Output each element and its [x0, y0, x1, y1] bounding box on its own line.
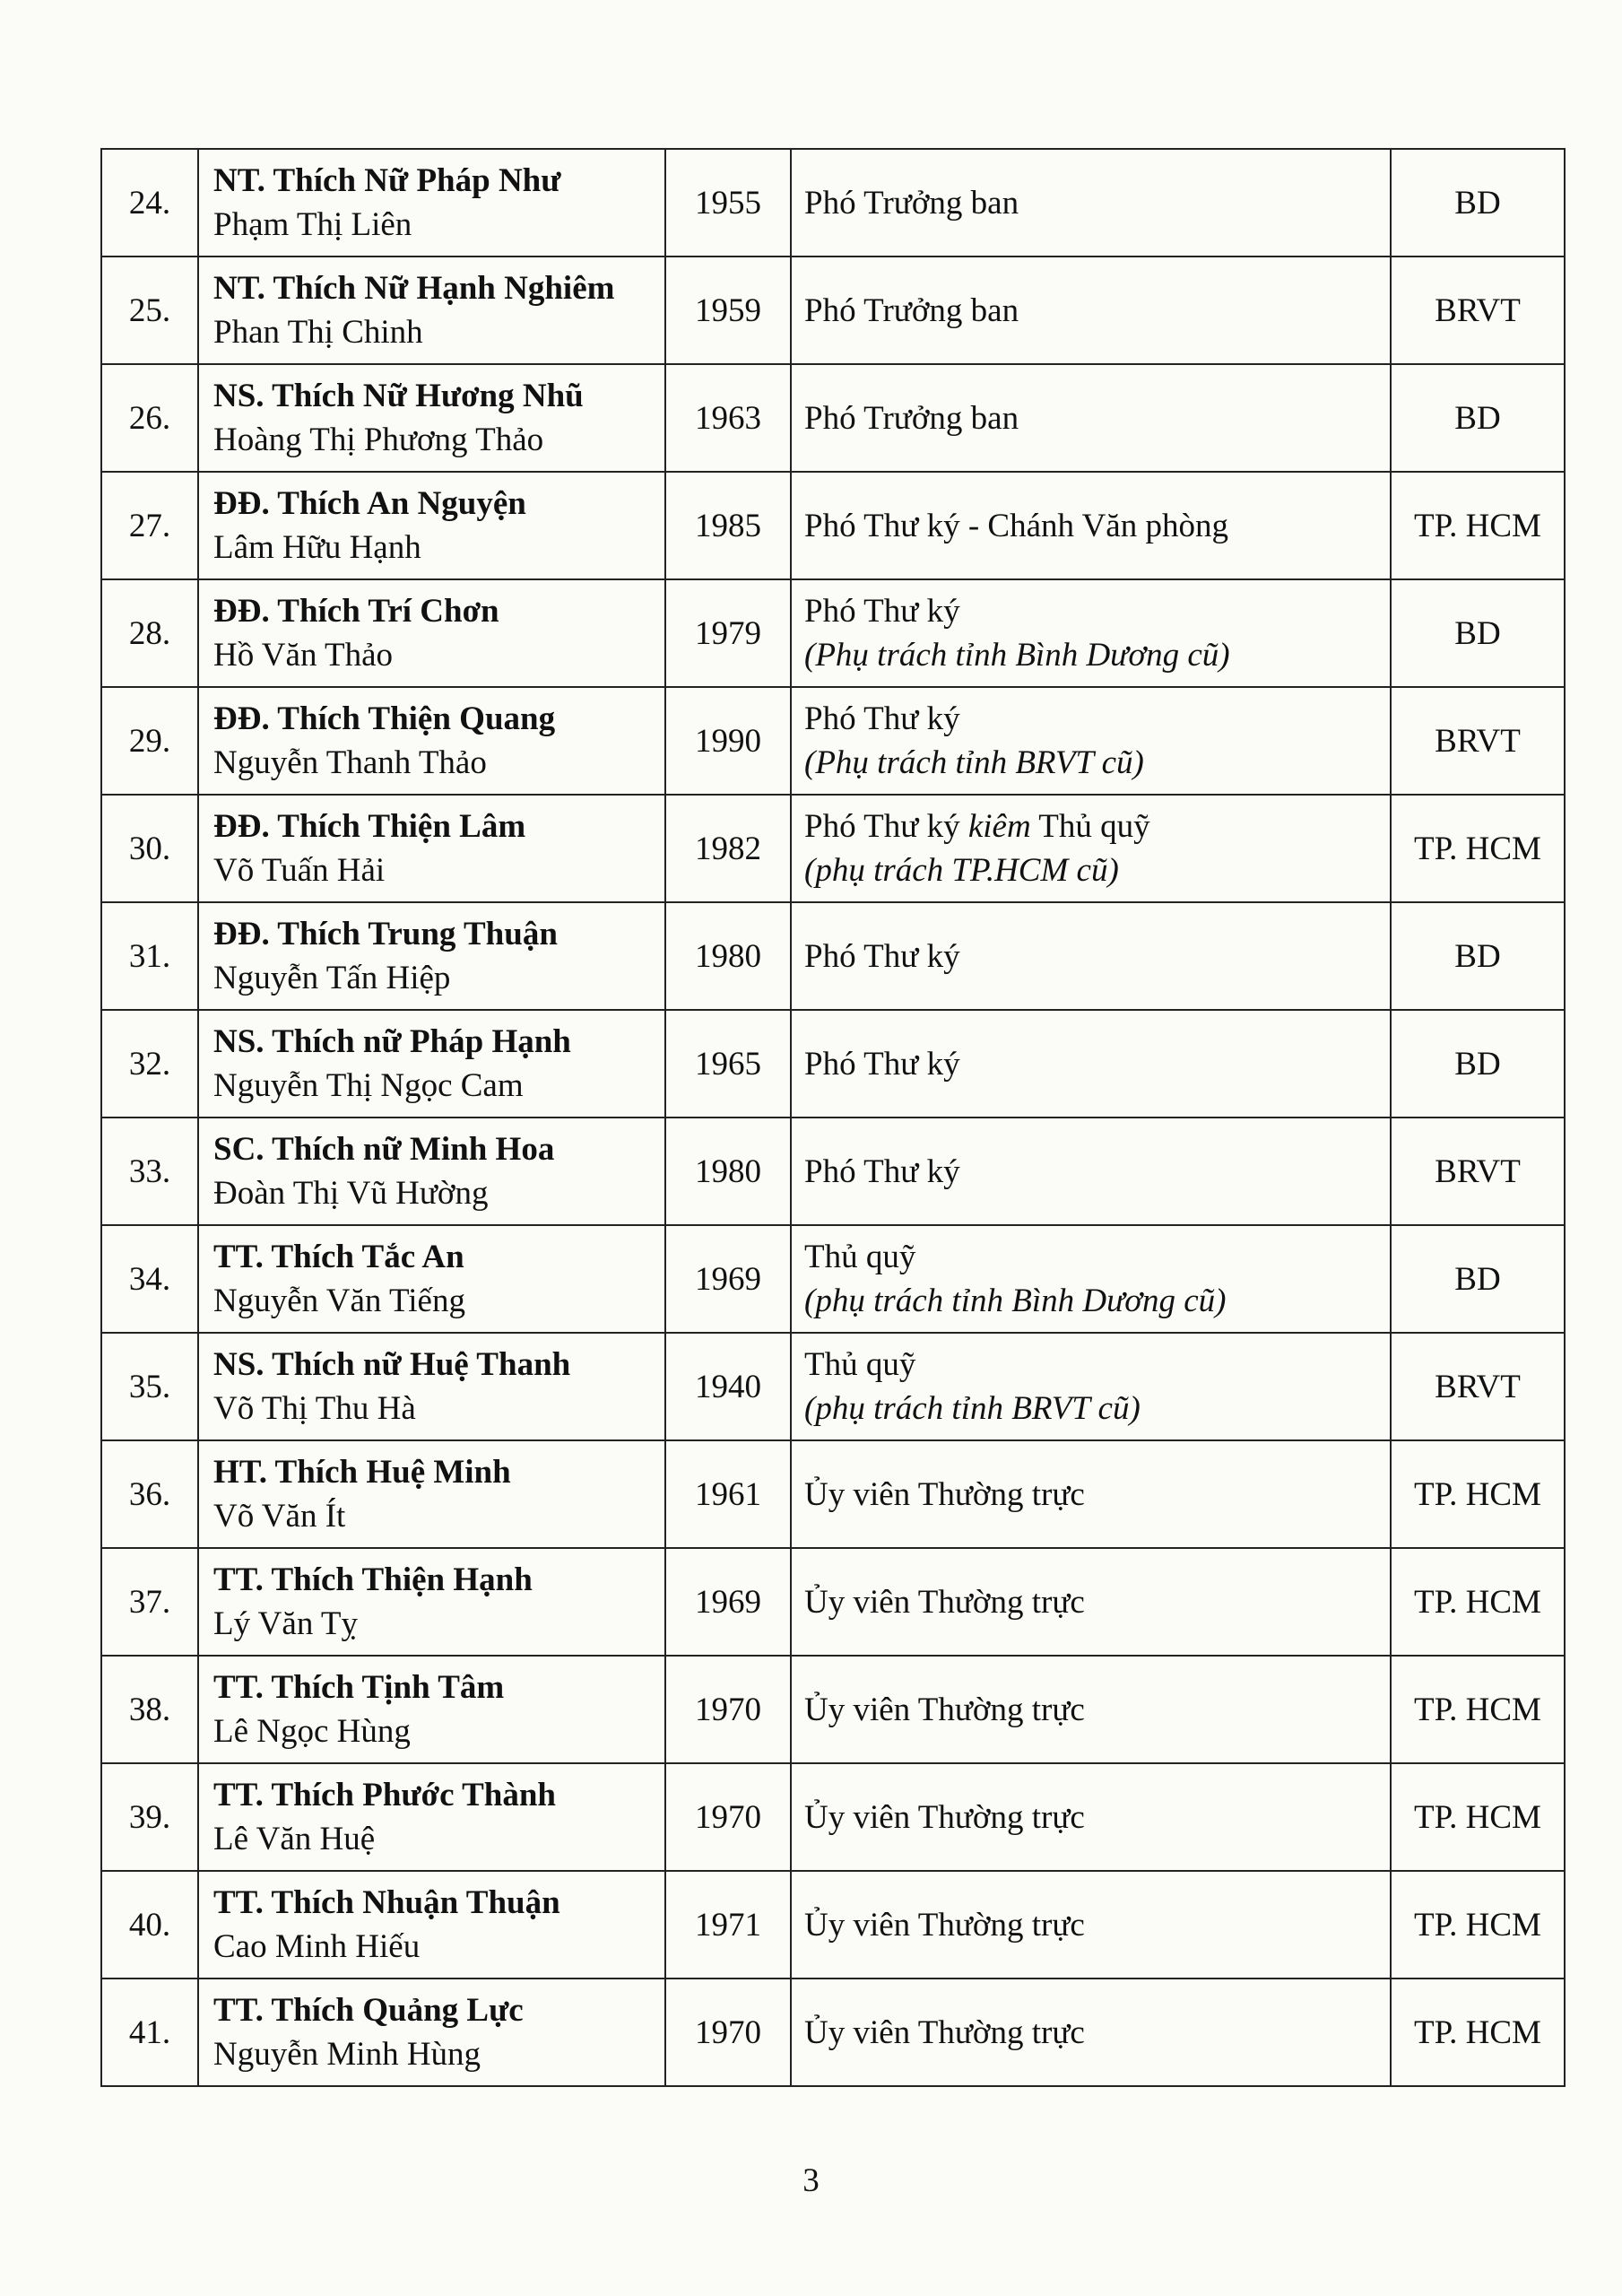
table-row — [101, 1656, 1565, 1763]
row-number: 27. — [101, 472, 198, 579]
row-number: 33. — [101, 1118, 198, 1225]
unit-code: BD — [1391, 902, 1565, 1010]
member-table — [100, 148, 1566, 2087]
row-number: 24. — [101, 149, 198, 257]
row-number: 31. — [101, 902, 198, 1010]
unit-code: TP. HCM — [1391, 472, 1565, 579]
role-title: Phó Thư ký — [804, 1045, 960, 1083]
role-cell — [791, 472, 1391, 579]
row-number: 26. — [101, 364, 198, 472]
member-name-cell — [198, 1010, 665, 1118]
lay-name: Hoàng Thị Phương Thảo — [213, 422, 544, 458]
lay-name: Nguyễn Thanh Thảo — [213, 744, 487, 781]
table-row — [101, 1763, 1565, 1871]
lay-name: Đoàn Thị Vũ Hường — [213, 1175, 489, 1212]
role-title: Thủ quỹ — [804, 1346, 916, 1383]
dharma-name: NS. Thích Nữ Hương Nhũ — [213, 378, 584, 414]
member-table-body — [101, 149, 1565, 2086]
lay-name: Võ Văn Ít — [213, 1498, 346, 1535]
member-name-cell — [198, 1871, 665, 1979]
member-name-cell — [198, 472, 665, 579]
member-name-cell — [198, 1656, 665, 1763]
birth-year: 1955 — [665, 149, 791, 257]
role-cell — [791, 1979, 1391, 2086]
role-cell — [791, 1118, 1391, 1225]
role-cell — [791, 364, 1391, 472]
dharma-name: ĐĐ. Thích Trung Thuận — [213, 916, 558, 952]
role-cell — [791, 579, 1391, 687]
role-title: Phó Thư ký — [804, 937, 960, 975]
role-title: Ủy viên Thường trực — [804, 1475, 1085, 1513]
unit-code: TP. HCM — [1391, 1440, 1565, 1548]
row-number: 38. — [101, 1656, 198, 1763]
role-title: Phó Trưởng ban — [804, 184, 1019, 222]
unit-code: BRVT — [1391, 257, 1565, 364]
lay-name: Phan Thị Chinh — [213, 314, 423, 351]
lay-name: Võ Tuấn Hải — [213, 852, 386, 889]
birth-year: 1940 — [665, 1333, 791, 1440]
role-note: (phụ trách TP.HCM cũ) — [804, 852, 1119, 889]
dharma-name: TT. Thích Tịnh Tâm — [213, 1669, 505, 1706]
role-cell — [791, 149, 1391, 257]
role-title: Ủy viên Thường trực — [804, 2013, 1085, 2051]
table-row — [101, 687, 1565, 795]
row-number: 39. — [101, 1763, 198, 1871]
role-note: (Phụ trách tỉnh Bình Dương cũ) — [804, 637, 1230, 674]
role-part: Thủ quỹ — [1030, 808, 1150, 845]
unit-code: TP. HCM — [1391, 1871, 1565, 1979]
dharma-name: TT. Thích Tắc An — [213, 1239, 464, 1275]
table-row — [101, 1440, 1565, 1548]
unit-code: BD — [1391, 1010, 1565, 1118]
member-name-cell — [198, 1979, 665, 2086]
row-number: 25. — [101, 257, 198, 364]
lay-name: Lý Văn Tỵ — [213, 1605, 359, 1642]
birth-year: 1969 — [665, 1548, 791, 1656]
table-row — [101, 1010, 1565, 1118]
table-row — [101, 795, 1565, 902]
page-number: 3 — [802, 2162, 820, 2199]
dharma-name: NS. Thích nữ Pháp Hạnh — [213, 1023, 571, 1060]
unit-code: BD — [1391, 1225, 1565, 1333]
member-name-cell — [198, 1440, 665, 1548]
lay-name: Phạm Thị Liên — [213, 206, 412, 243]
birth-year: 1980 — [665, 902, 791, 1010]
role-cell — [791, 795, 1391, 902]
dharma-name: ĐĐ. Thích Trí Chơn — [213, 593, 499, 630]
role-cell — [791, 1763, 1391, 1871]
role-title: Phó Thư ký - Chánh Văn phòng — [804, 507, 1228, 544]
role-cell — [791, 1656, 1391, 1763]
role-note: (Phụ trách tỉnh BRVT cũ) — [804, 744, 1144, 781]
member-name-cell — [198, 1548, 665, 1656]
member-name-cell — [198, 1225, 665, 1333]
role-title: Thủ quỹ — [804, 1239, 916, 1275]
table-row — [101, 1548, 1565, 1656]
member-name-cell — [198, 1333, 665, 1440]
dharma-name: SC. Thích nữ Minh Hoa — [213, 1131, 555, 1168]
table-row — [101, 902, 1565, 1010]
birth-year: 1959 — [665, 257, 791, 364]
lay-name: Nguyễn Văn Tiếng — [213, 1283, 465, 1319]
dharma-name: TT. Thích Quảng Lực — [213, 1992, 524, 2029]
row-number: 37. — [101, 1548, 198, 1656]
unit-code: TP. HCM — [1391, 795, 1565, 902]
member-name-cell — [198, 1763, 665, 1871]
table-row — [101, 1118, 1565, 1225]
row-number: 29. — [101, 687, 198, 795]
member-name-cell — [198, 795, 665, 902]
lay-name: Hồ Văn Thảo — [213, 637, 394, 674]
role-title: Phó Trưởng ban — [804, 291, 1019, 329]
dharma-name: NT. Thích Nữ Hạnh Nghiêm — [213, 270, 615, 307]
lay-name: Nguyễn Thị Ngọc Cam — [213, 1067, 524, 1104]
dharma-name: TT. Thích Thiện Hạnh — [213, 1561, 533, 1598]
unit-code: BRVT — [1391, 1118, 1565, 1225]
unit-code: BD — [1391, 579, 1565, 687]
role-part: Phó Thư ký — [804, 808, 968, 845]
unit-code: TP. HCM — [1391, 1763, 1565, 1871]
role-cell — [791, 902, 1391, 1010]
table-row — [101, 364, 1565, 472]
row-number: 35. — [101, 1333, 198, 1440]
member-name-cell — [198, 579, 665, 687]
dharma-name: TT. Thích Nhuận Thuận — [213, 1884, 560, 1921]
birth-year: 1961 — [665, 1440, 791, 1548]
role-title: Ủy viên Thường trực — [804, 1691, 1085, 1728]
birth-year: 1963 — [665, 364, 791, 472]
table-row — [101, 1333, 1565, 1440]
role-title: Phó Trưởng ban — [804, 399, 1019, 437]
row-number: 36. — [101, 1440, 198, 1548]
role-cell — [791, 1440, 1391, 1548]
table-row — [101, 1979, 1565, 2086]
role-note: (phụ trách tỉnh BRVT cũ) — [804, 1390, 1141, 1427]
role-part: kiêm — [967, 808, 1031, 845]
row-number: 40. — [101, 1871, 198, 1979]
unit-code: BRVT — [1391, 1333, 1565, 1440]
birth-year: 1985 — [665, 472, 791, 579]
role-cell — [791, 1225, 1391, 1333]
row-number: 32. — [101, 1010, 198, 1118]
birth-year: 1970 — [665, 1656, 791, 1763]
birth-year: 1982 — [665, 795, 791, 902]
dharma-name: ĐĐ. Thích Thiện Lâm — [213, 808, 526, 845]
role-cell — [791, 1548, 1391, 1656]
birth-year: 1971 — [665, 1871, 791, 1979]
dharma-name: NT. Thích Nữ Pháp Như — [213, 162, 561, 199]
row-number: 34. — [101, 1225, 198, 1333]
lay-name: Nguyễn Minh Hùng — [213, 2036, 481, 2073]
dharma-name: NS. Thích nữ Huệ Thanh — [213, 1346, 571, 1383]
lay-name: Nguyễn Tấn Hiệp — [213, 960, 451, 996]
birth-year: 1979 — [665, 579, 791, 687]
role-cell — [791, 687, 1391, 795]
role-title: Phó Thư ký — [804, 700, 960, 737]
member-name-cell — [198, 149, 665, 257]
birth-year: 1980 — [665, 1118, 791, 1225]
table-row — [101, 579, 1565, 687]
birth-year: 1969 — [665, 1225, 791, 1333]
unit-code: BRVT — [1391, 687, 1565, 795]
role-cell — [791, 1871, 1391, 1979]
birth-year: 1965 — [665, 1010, 791, 1118]
role-title: Phó Thư ký — [804, 593, 960, 630]
table-row — [101, 1871, 1565, 1979]
role-title — [804, 804, 1390, 848]
role-cell — [791, 1333, 1391, 1440]
role-cell — [791, 1010, 1391, 1118]
role-title: Ủy viên Thường trực — [804, 1906, 1085, 1944]
unit-code: BD — [1391, 149, 1565, 257]
role-title: Ủy viên Thường trực — [804, 1583, 1085, 1621]
row-number: 30. — [101, 795, 198, 902]
unit-code: TP. HCM — [1391, 1656, 1565, 1763]
member-name-cell — [198, 364, 665, 472]
birth-year: 1990 — [665, 687, 791, 795]
member-name-cell — [198, 1118, 665, 1225]
lay-name: Lê Ngọc Hùng — [213, 1713, 411, 1750]
row-number: 28. — [101, 579, 198, 687]
dharma-name: HT. Thích Huệ Minh — [213, 1454, 511, 1491]
role-cell — [791, 257, 1391, 364]
row-number: 41. — [101, 1979, 198, 2086]
role-title: Ủy viên Thường trực — [804, 1798, 1085, 1836]
table-row — [101, 149, 1565, 257]
lay-name: Võ Thị Thu Hà — [213, 1390, 416, 1427]
unit-code: TP. HCM — [1391, 1548, 1565, 1656]
lay-name: Cao Minh Hiếu — [213, 1928, 421, 1965]
member-name-cell — [198, 257, 665, 364]
table-row — [101, 472, 1565, 579]
dharma-name: ĐĐ. Thích An Nguyện — [213, 485, 526, 522]
birth-year: 1970 — [665, 1979, 791, 2086]
dharma-name: ĐĐ. Thích Thiện Quang — [213, 700, 556, 737]
role-title: Phó Thư ký — [804, 1152, 960, 1190]
table-row — [101, 257, 1565, 364]
lay-name: Lâm Hữu Hạnh — [213, 529, 421, 566]
unit-code: BD — [1391, 364, 1565, 472]
member-name-cell — [198, 902, 665, 1010]
birth-year: 1970 — [665, 1763, 791, 1871]
member-name-cell — [198, 687, 665, 795]
dharma-name: TT. Thích Phước Thành — [213, 1777, 557, 1813]
role-note: (phụ trách tỉnh Bình Dương cũ) — [804, 1283, 1227, 1319]
table-row — [101, 1225, 1565, 1333]
lay-name: Lê Văn Huệ — [213, 1821, 376, 1857]
unit-code: TP. HCM — [1391, 1979, 1565, 2086]
